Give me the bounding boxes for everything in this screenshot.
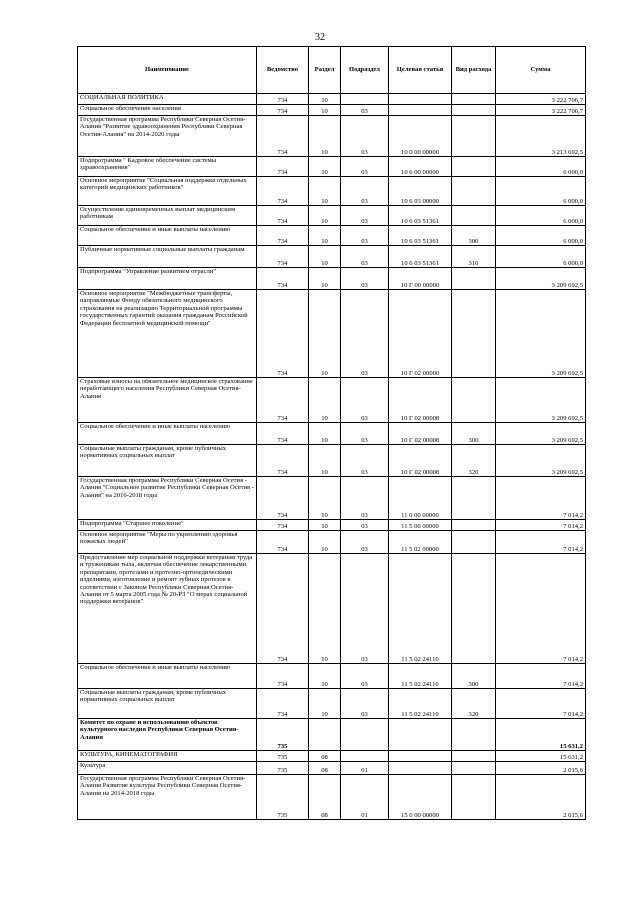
cell-department: 734 [257,105,309,116]
cell-subsection: 03 [341,290,389,378]
cell-expense-type: 310 [452,246,496,268]
cell-department: 734 [257,477,309,520]
cell-subsection: 03 [341,477,389,520]
cell-name: Государственная программа Республики Северная Осетия - Алания "Социальное развитие Республики Северная Осетия - Алания" на 2016-2018 годы [78,477,257,520]
cell-target-item: 11 0 00 00000 [389,477,452,520]
cell-expense-type [452,94,496,105]
cell-section: 10 [309,116,341,157]
cell-section: 10 [309,445,341,477]
cell-section: 10 [309,206,341,226]
cell-subsection: 03 [341,105,389,116]
cell-section: 10 [309,226,341,246]
cell-subsection: 03 [341,206,389,226]
table-row [78,226,586,246]
cell-amount: 7 014,2 [496,554,586,664]
cell-name: КУЛЬТУРА, КИНЕМАТОГРАФИЯ [78,751,257,762]
cell-section: 10 [309,520,341,531]
cell-amount: 3 209 692,5 [496,268,586,290]
cell-section: 08 [309,775,341,820]
cell-name: Социальное обеспечение и иные выплаты населению [78,664,257,689]
cell-expense-type [452,177,496,206]
cell-amount: 6 000,0 [496,177,586,206]
table-row [78,775,586,820]
cell-target-item: 10 Г 02 00008 [389,445,452,477]
cell-department: 734 [257,268,309,290]
cell-amount: 2 015,6 [496,775,586,820]
cell-section: 10 [309,177,341,206]
cell-amount: 2 015,6 [496,762,586,775]
cell-subsection: 01 [341,775,389,820]
cell-name: Социальное обеспечение населения [78,105,257,116]
table-row [78,378,586,423]
cell-name: Основное мероприятие "Социальная поддержка отдельных категорий медицинских работников" [78,177,257,206]
cell-subsection: 03 [341,520,389,531]
cell-department: 735 [257,719,309,751]
cell-expense-type [452,775,496,820]
cell-subsection [341,719,389,751]
cell-subsection: 03 [341,378,389,423]
cell-amount: 3 222 706,7 [496,94,586,105]
cell-target-item [389,105,452,116]
cell-amount: 3 213 692,5 [496,116,586,157]
cell-target-item [389,751,452,762]
cell-section: 10 [309,689,341,719]
table-row [78,445,586,477]
cell-section: 10 [309,290,341,378]
cell-target-item: 10 Г 00 00000 [389,268,452,290]
cell-target-item: 10 Г 02 00008 [389,423,452,445]
cell-department: 734 [257,157,309,177]
table-row [78,246,586,268]
cell-subsection: 03 [341,423,389,445]
table-row [78,177,586,206]
cell-target-item: 10 Г 02 00008 [389,378,452,423]
cell-department: 734 [257,689,309,719]
cell-expense-type [452,116,496,157]
table-row [78,689,586,719]
table-row [78,268,586,290]
cell-subsection: 03 [341,177,389,206]
cell-section: 08 [309,762,341,775]
table-row [78,520,586,531]
cell-expense-type: 300 [452,664,496,689]
cell-expense-type: 300 [452,226,496,246]
cell-subsection [341,751,389,762]
cell-department: 734 [257,116,309,157]
cell-department: 734 [257,445,309,477]
cell-expense-type [452,751,496,762]
cell-department: 734 [257,378,309,423]
cell-expense-type [452,290,496,378]
cell-name: Подпрограмма "Старшее поколение" [78,520,257,531]
cell-department: 734 [257,531,309,554]
cell-department: 735 [257,775,309,820]
cell-expense-type [452,105,496,116]
cell-name: Основное мероприятие "Меры по укреплению здоровья пожилых людей" [78,531,257,554]
table-row [78,157,586,177]
header-amount: Сумма [496,47,586,94]
budget-table [77,46,586,820]
cell-department: 734 [257,246,309,268]
cell-section: 10 [309,554,341,664]
header-expense-type: Вид расхода [452,47,496,94]
cell-amount: 7 014,2 [496,520,586,531]
cell-subsection: 03 [341,664,389,689]
cell-section: 10 [309,423,341,445]
cell-section: 10 [309,157,341,177]
cell-name: Предоставление мер социальной поддержки ветеранам труда и труженикам тыла, включая обеспечение лекарственными препаратами, протезами и протезно-ортопедическими изделиями, изготовление и ремонт зубных протезов в соответствии с Законом Республики Северная Осетия-Алания от 5 марта 2005 года № 20-РЗ "О мерах социальной поддержки ветеранов" [78,554,257,664]
cell-section [309,719,341,751]
cell-subsection: 01 [341,762,389,775]
header-department: Ведомство [257,47,309,94]
cell-subsection: 03 [341,157,389,177]
table-row [78,531,586,554]
table-row [78,116,586,157]
cell-name: Основное мероприятие "Межбюджетные трансферты, направляемые Фонду обязательного медицинского страхования на реализацию Территориальной программы государственных гарантий оказания гражданам Российской Федерации бесплатной медицинской помощи" [78,290,257,378]
cell-subsection: 03 [341,246,389,268]
cell-expense-type [452,477,496,520]
cell-name: Комитет по охране и использованию объектов культурного наследия Республики Северная Осетия- Алания [78,719,257,751]
cell-section: 10 [309,94,341,105]
cell-subsection: 03 [341,268,389,290]
cell-department: 735 [257,762,309,775]
cell-subsection: 03 [341,531,389,554]
cell-target-item: 10 6 03 51361 [389,206,452,226]
cell-target-item: 11 5 02 24110 [389,554,452,664]
table-row [78,762,586,775]
cell-expense-type [452,378,496,423]
cell-section: 10 [309,105,341,116]
cell-department: 734 [257,290,309,378]
cell-name: Социальное обеспечение и иные выплаты населению [78,423,257,445]
cell-target-item: 11 5 02 24110 [389,689,452,719]
table-row [78,94,586,105]
header-subsection: Подраздел [341,47,389,94]
cell-section: 10 [309,246,341,268]
cell-target-item: 11 5 00 00000 [389,520,452,531]
cell-expense-type: 320 [452,689,496,719]
cell-department: 734 [257,206,309,226]
cell-amount: 15 631,2 [496,751,586,762]
header-name: Наименование [78,47,257,94]
cell-department: 734 [257,94,309,105]
table-row [78,751,586,762]
cell-department: 735 [257,751,309,762]
cell-target-item: 10 6 03 51361 [389,226,452,246]
cell-section: 10 [309,378,341,423]
cell-expense-type: 300 [452,423,496,445]
cell-expense-type [452,268,496,290]
cell-expense-type [452,157,496,177]
cell-target-item: 10 0 00 00000 [389,116,452,157]
cell-target-item: 11 5 02 00000 [389,531,452,554]
page-number: 32 [315,32,325,43]
cell-target-item [389,94,452,105]
cell-name: СОЦИАЛЬНАЯ ПОЛИТИКА [78,94,257,105]
cell-department: 734 [257,520,309,531]
cell-amount: 7 014,2 [496,531,586,554]
cell-expense-type [452,206,496,226]
cell-expense-type: 320 [452,445,496,477]
table-row [78,206,586,226]
cell-subsection: 03 [341,445,389,477]
cell-expense-type [452,520,496,531]
cell-target-item: 10 6 00 00000 [389,157,452,177]
cell-department: 734 [257,226,309,246]
cell-amount: 6 000,0 [496,226,586,246]
cell-department: 734 [257,177,309,206]
cell-amount: 6 000,0 [496,246,586,268]
cell-target-item [389,719,452,751]
cell-section: 10 [309,477,341,520]
cell-subsection [341,94,389,105]
cell-amount: 3 209 692,5 [496,378,586,423]
cell-amount: 3 209 692,5 [496,445,586,477]
cell-name: Культура [78,762,257,775]
cell-expense-type [452,531,496,554]
table-row [78,664,586,689]
table-row [78,423,586,445]
cell-name: Осуществление единовременных выплат медицинским работникам [78,206,257,226]
cell-subsection: 03 [341,689,389,719]
cell-name: Публичные нормативные социальные выплаты гражданам [78,246,257,268]
cell-expense-type [452,762,496,775]
cell-expense-type [452,719,496,751]
cell-amount: 7 014,2 [496,664,586,689]
cell-amount: 7 014,2 [496,477,586,520]
cell-target-item: 10 Г 02 00000 [389,290,452,378]
cell-target-item: 15 0 00 00000 [389,775,452,820]
cell-subsection: 03 [341,226,389,246]
cell-expense-type [452,554,496,664]
cell-section: 10 [309,268,341,290]
cell-amount: 15 631,2 [496,719,586,751]
table-row [78,105,586,116]
cell-target-item: 10 6 03 00000 [389,177,452,206]
cell-name: Подпрограмма "Управление развитием отрасли" [78,268,257,290]
cell-target-item: 10 6 03 51361 [389,246,452,268]
table-body [78,94,586,820]
cell-name: Страховые взносы на обязательное медицинское страхование неработающего населения Республики Северная Осетия-Алания [78,378,257,423]
table-row [78,477,586,520]
cell-subsection: 03 [341,554,389,664]
cell-target-item [389,762,452,775]
cell-name: Подпрограмма " Кадровое обеспечение системы здравоохранения" [78,157,257,177]
cell-department: 734 [257,554,309,664]
table-row [78,554,586,664]
cell-name: Государственная программа Республики Северная Осетия-Алания "Развитие здравоохранения Республики Северная Осетия-Алания" на 2014-2020 годы [78,116,257,157]
cell-amount: 3 209 692,5 [496,423,586,445]
cell-amount: 3 209 692,5 [496,290,586,378]
header-target-item: Целевая статья [389,47,452,94]
header-row [78,47,586,94]
cell-section: 10 [309,531,341,554]
cell-section: 10 [309,664,341,689]
cell-amount: 7 014,2 [496,689,586,719]
cell-name: Социальное обеспечение и иные выплаты населению [78,226,257,246]
cell-amount: 6 000,0 [496,157,586,177]
cell-department: 734 [257,664,309,689]
cell-department: 734 [257,423,309,445]
cell-name: Социальные выплаты гражданам, кроме публичных нормативных социальных выплат [78,445,257,477]
table-row [78,719,586,751]
cell-section: 08 [309,751,341,762]
cell-amount: 6 000,0 [496,206,586,226]
table-row [78,290,586,378]
cell-name: Социальные выплаты гражданам, кроме публичных нормативных социальных выплат [78,689,257,719]
header-section: Раздел [309,47,341,94]
cell-name: Государственная программа Республики Северная Осетия-Алания Развитие культуры Республики Северная Осетия-Алания на 2014-2018 годы [78,775,257,820]
cell-target-item: 11 5 02 24110 [389,664,452,689]
cell-amount: 3 222 706,7 [496,105,586,116]
cell-subsection: 03 [341,116,389,157]
